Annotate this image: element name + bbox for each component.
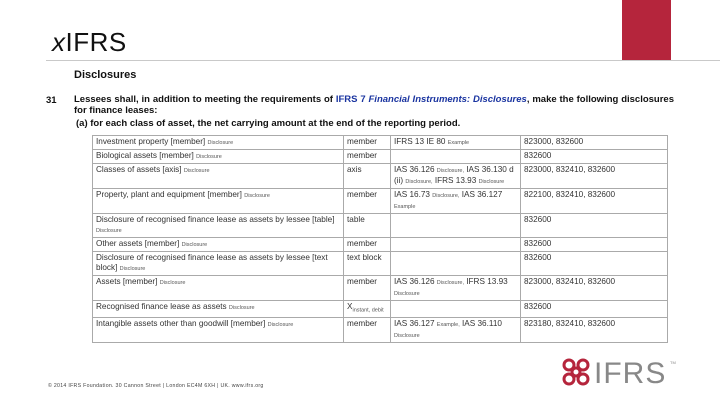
table-row	[93, 164, 668, 189]
type-cell	[344, 164, 391, 189]
reference-cell	[391, 317, 521, 342]
element-label: Intangible assets other than goodwill [member]	[96, 318, 266, 328]
paragraph-number: 31	[46, 95, 57, 106]
codes-value: 823180, 832410, 832600	[524, 318, 616, 328]
element-label: Other assets [member]	[96, 239, 180, 248]
element-cell	[93, 150, 344, 164]
type-value: member	[347, 318, 378, 328]
table-row	[93, 214, 668, 238]
table-row	[93, 136, 668, 150]
logo-mark-icon	[560, 356, 592, 388]
table-row	[93, 276, 668, 301]
codes-value: 832600	[524, 215, 552, 224]
element-cell	[93, 214, 344, 238]
reference-tag: Disclosure,	[405, 179, 433, 185]
reference-text: IAS 36.110	[462, 318, 502, 328]
element-label: Investment property [member]	[96, 137, 206, 146]
codes-cell	[521, 301, 668, 318]
reference-text: IAS 36.127	[394, 318, 435, 328]
type-value: X	[347, 302, 353, 311]
type-value: text block	[347, 253, 382, 262]
paragraph-tail: , make the following disclosures for finance leases:	[74, 94, 674, 116]
codes-cell	[521, 150, 668, 164]
reference-tag: Example,	[436, 321, 460, 328]
codes-cell	[521, 317, 668, 342]
ifrs-logo	[560, 356, 680, 396]
reference-cell	[391, 276, 521, 301]
type-value: member	[347, 151, 378, 160]
reference-cell	[391, 252, 521, 276]
type-value: member	[347, 137, 378, 146]
accent-bar	[622, 0, 671, 60]
reference-tag: Disclosure,	[436, 280, 464, 286]
brand-title	[52, 27, 127, 58]
type-value: member	[347, 239, 378, 248]
brand-name: IFRS	[65, 27, 127, 57]
element-tag: Disclosure	[119, 266, 146, 272]
paragraph-text	[74, 94, 674, 116]
element-cell	[93, 317, 344, 342]
standard-ref: IFRS 7	[335, 94, 369, 105]
element-label: Recognised finance lease as assets	[96, 302, 227, 311]
codes-cell	[521, 136, 668, 150]
standard-link[interactable]	[336, 94, 527, 105]
element-label: Disclosure of recognised finance lease as assets by lessee [table]	[96, 215, 335, 224]
logo-word: IFRS	[594, 357, 667, 390]
element-cell	[93, 136, 344, 150]
type-cell	[344, 238, 391, 252]
element-tag: Disclosure	[183, 168, 210, 174]
paragraph-lead: Lessees shall, in addition to meeting the requirements of	[74, 94, 336, 105]
type-cell	[344, 301, 391, 318]
reference-tag: Disclosure,	[436, 168, 464, 174]
reference-cell	[391, 189, 521, 214]
element-cell	[93, 164, 344, 189]
codes-cell	[521, 164, 668, 189]
reference-cell	[391, 164, 521, 189]
type-cell	[344, 317, 391, 342]
element-tag: Disclosure	[159, 280, 186, 286]
reference-tag: Disclosure	[394, 291, 420, 297]
type-value: table	[347, 215, 365, 224]
standard-title: Financial Instruments: Disclosures	[368, 94, 527, 105]
disclosure-table	[92, 135, 668, 343]
codes-value: 823000, 832410, 832600	[524, 165, 616, 174]
codes-cell	[521, 276, 668, 301]
reference-text: IAS 36.126	[394, 165, 435, 174]
codes-value: 832600	[524, 239, 552, 248]
reference-tag: Disclosure,	[432, 193, 460, 199]
reference-cell	[391, 214, 521, 238]
table-row	[93, 252, 668, 276]
element-cell	[93, 189, 344, 214]
codes-cell	[521, 238, 668, 252]
table-row	[93, 150, 668, 164]
element-label: Disclosure of recognised finance lease as assets by lessee [text block]	[96, 253, 328, 272]
logo-trademark: TM	[670, 360, 676, 365]
footer-copyright: © 2014 IFRS Foundation. 30 Cannon Street | London EC4M 6XH | UK. www.ifrs.org	[48, 383, 264, 389]
type-subscript: instant, debit	[352, 307, 384, 314]
codes-value: 823000, 832410, 832600	[524, 277, 616, 286]
element-cell	[93, 301, 344, 318]
element-label: Assets [member]	[96, 277, 158, 286]
element-tag: Disclosure	[181, 242, 208, 248]
reference-cell	[391, 301, 521, 318]
element-cell	[93, 276, 344, 301]
codes-value: 823000, 832600	[524, 137, 584, 146]
reference-cell	[391, 150, 521, 164]
type-cell	[344, 214, 391, 238]
reference-cell	[391, 136, 521, 150]
reference-cell	[391, 238, 521, 252]
reference-text: IAS 36.130 d (ii)	[394, 165, 514, 185]
reference-tag: Disclosure	[478, 179, 505, 185]
type-value: member	[347, 277, 378, 286]
element-tag: Disclosure	[96, 228, 122, 234]
type-cell	[344, 136, 391, 150]
type-value: member	[347, 190, 378, 199]
type-value: axis	[347, 165, 362, 174]
element-label: Classes of assets [axis]	[96, 165, 182, 174]
element-tag: Disclosure	[196, 154, 222, 160]
reference-text: IFRS 13 IE 80	[394, 137, 446, 146]
codes-cell	[521, 214, 668, 238]
element-label: Biological assets [member]	[96, 151, 194, 160]
element-cell	[93, 238, 344, 252]
element-cell	[93, 252, 344, 276]
section-heading: Disclosures	[74, 69, 137, 81]
codes-cell	[521, 189, 668, 214]
brand-prefix: x	[52, 27, 66, 57]
codes-cell	[521, 252, 668, 276]
reference-tag: Example	[394, 204, 416, 210]
codes-value: 832600	[524, 151, 552, 160]
reference-text: IAS 36.126	[394, 277, 435, 286]
table-row	[93, 317, 668, 342]
reference-text: IFRS 13.93	[434, 176, 477, 185]
reference-tag: Disclosure	[394, 332, 420, 339]
table-row	[93, 238, 668, 252]
reference-text: IAS 16.73	[394, 190, 430, 199]
table-row	[93, 301, 668, 318]
reference-text: IFRS 13.93	[466, 277, 508, 286]
header-divider	[46, 60, 720, 61]
codes-value: 822100, 832410, 832600	[524, 190, 616, 199]
element-label: Property, plant and equipment [member]	[96, 190, 242, 199]
codes-value: 832600	[524, 253, 552, 262]
element-tag: Disclosure	[207, 140, 234, 146]
element-tag: Disclosure	[228, 305, 255, 311]
reference-text: IAS 36.127	[461, 190, 503, 199]
element-tag: Disclosure	[267, 321, 294, 328]
type-cell	[344, 189, 391, 214]
type-cell	[344, 276, 391, 301]
paragraph-subitem: (a) for each class of asset, the net carrying amount at the end of the reporting period.	[76, 118, 461, 129]
reference-tag: Example	[447, 140, 470, 146]
element-tag: Disclosure	[244, 193, 270, 199]
type-cell	[344, 252, 391, 276]
type-cell	[344, 150, 391, 164]
codes-value: 832600	[524, 302, 552, 311]
table-row	[93, 189, 668, 214]
